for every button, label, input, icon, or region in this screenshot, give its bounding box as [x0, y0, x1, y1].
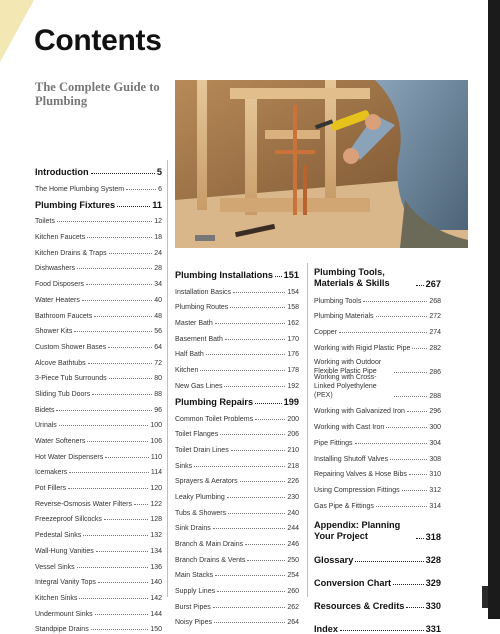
- toc-entry[interactable]: Urinals 100: [35, 422, 162, 430]
- toc-entry[interactable]: Working with Rigid Plastic Pipe 282: [314, 344, 441, 352]
- toc-entry[interactable]: Vessel Sinks 136: [35, 563, 162, 571]
- toc-entry[interactable]: Kitchen Faucets 18: [35, 234, 162, 242]
- toc-entry[interactable]: Installing Shutoff Valves 308: [314, 455, 441, 463]
- toc-entry[interactable]: Supply Lines 260: [175, 588, 299, 596]
- toc-entry[interactable]: Using Compression Fittings 312: [314, 486, 441, 494]
- toc-entry[interactable]: Burst Pipes 262: [175, 603, 299, 611]
- toc-entry[interactable]: Bidets 96: [35, 406, 162, 414]
- toc-section[interactable]: Appendix: Planning Your Project 318: [314, 519, 441, 542]
- toc-entry[interactable]: Sprayers & Aerators 226: [175, 478, 299, 486]
- toc-entry[interactable]: Half Bath 176: [175, 351, 299, 359]
- toc-section[interactable]: Plumbing Tools, Materials & Skills 267: [314, 267, 441, 289]
- toc-section[interactable]: Plumbing Fixtures 11: [35, 199, 162, 210]
- column-divider: [307, 263, 308, 597]
- toc-entry[interactable]: Sink Drains 244: [175, 525, 299, 533]
- toc-section[interactable]: Index 331: [314, 623, 441, 634]
- toc-entry[interactable]: Shower Kits 56: [35, 328, 162, 336]
- book-spine-edge: [488, 0, 500, 619]
- toc-entry[interactable]: The Home Plumbing System 6: [35, 185, 162, 193]
- toc-entry[interactable]: Installation Basics 154: [175, 288, 299, 296]
- toc-section[interactable]: Plumbing Repairs 199: [175, 396, 299, 407]
- toc-entry[interactable]: Freezeproof Sillcocks 128: [35, 516, 162, 524]
- toc-entry[interactable]: Alcove Bathtubs 72: [35, 359, 162, 367]
- toc-entry[interactable]: Toilets 12: [35, 218, 162, 226]
- toc-section[interactable]: Introduction 5: [35, 167, 162, 177]
- toc-entry[interactable]: Copper 274: [314, 329, 441, 337]
- toc-entry[interactable]: Water Heaters 40: [35, 296, 162, 304]
- toc-entry[interactable]: Pipe Fittings 304: [314, 439, 441, 447]
- toc-section[interactable]: Conversion Chart 329: [314, 577, 441, 588]
- plumber-soldering-photo: [175, 80, 468, 248]
- photo-illustration: [175, 80, 468, 248]
- page-tab-marker: [482, 586, 488, 608]
- toc-entry[interactable]: Sinks 218: [175, 462, 299, 470]
- corner-accent: [0, 0, 34, 62]
- toc-entry[interactable]: Water Softeners 106: [35, 438, 162, 445]
- toc-entry[interactable]: Kitchen 178: [175, 367, 299, 375]
- toc-entry[interactable]: Branch Drains & Vents 250: [175, 556, 299, 564]
- toc-entry[interactable]: Kitchen Sinks 142: [35, 594, 162, 602]
- toc-entry[interactable]: Leaky Plumbing 230: [175, 493, 299, 501]
- toc-entry[interactable]: Custom Shower Bases 64: [35, 343, 162, 351]
- toc-entry[interactable]: Basement Bath 170: [175, 335, 299, 343]
- toc-entry[interactable]: Sliding Tub Doors 88: [35, 390, 162, 398]
- toc-entry[interactable]: Working with Cast Iron 300: [314, 424, 441, 432]
- toc-entry[interactable]: Working with Galvanized Iron 296: [314, 408, 441, 416]
- toc-entry[interactable]: Tubs & Showers 240: [175, 509, 299, 517]
- toc-column-1: [35, 160, 162, 633]
- toc-entry[interactable]: Plumbing Materials 272: [314, 313, 441, 321]
- column-divider: [167, 160, 168, 597]
- toc-entry[interactable]: Pot Fillers 120: [35, 485, 162, 493]
- toc-entry[interactable]: Plumbing Tools 268: [314, 297, 441, 305]
- toc-entry[interactable]: Noisy Pipes 264: [175, 619, 299, 627]
- toc-column-2: [175, 263, 299, 626]
- toc-entry[interactable]: Common Toilet Problems 200: [175, 415, 299, 423]
- toc-entry[interactable]: Pedestal Sinks 132: [35, 532, 162, 540]
- toc-entry[interactable]: Plumbing Routes 158: [175, 304, 299, 312]
- toc-entry[interactable]: Toilet Flanges 206: [175, 431, 299, 439]
- toc-entry[interactable]: Working with Cross-Linked Polyethylene (PEX) 288: [314, 373, 441, 400]
- toc-entry[interactable]: Repairing Valves & Hose Bibs 310: [314, 471, 441, 479]
- toc-entry[interactable]: Reverse-Osmosis Water Filters 122: [35, 500, 162, 508]
- toc-entry[interactable]: Icemakers 114: [35, 469, 162, 477]
- toc-entry[interactable]: 3-Piece Tub Surrounds 80: [35, 375, 162, 383]
- toc-entry[interactable]: Toilet Drain Lines 210: [175, 446, 299, 454]
- toc-entry[interactable]: Master Bath 162: [175, 320, 299, 328]
- toc-section[interactable]: Glossary 328: [314, 554, 441, 565]
- toc-entry[interactable]: Branch & Main Drains 246: [175, 541, 299, 548]
- toc-entry[interactable]: New Gas Lines 192: [175, 382, 299, 390]
- toc-entry[interactable]: Working with Outdoor Flexible Plastic Pipe 286: [314, 358, 441, 376]
- toc-entry[interactable]: Integral Vanity Tops 140: [35, 579, 162, 587]
- book-subtitle: The Complete Guide to Plumbing: [35, 80, 160, 108]
- toc-entry[interactable]: Main Stacks 254: [175, 572, 299, 580]
- toc-entry[interactable]: Wall-Hung Vanities 134: [35, 547, 162, 555]
- toc-section[interactable]: Plumbing Installations 151: [175, 270, 299, 280]
- toc-entry[interactable]: Standpipe Drains 150: [35, 626, 162, 634]
- toc-section[interactable]: Resources & Credits 330: [314, 600, 441, 611]
- toc-entry[interactable]: Bathroom Faucets 48: [35, 312, 162, 320]
- page-title: Contents: [34, 24, 162, 57]
- toc-entry[interactable]: Hot Water Dispensers 110: [35, 453, 162, 461]
- toc-entry[interactable]: Dishwashers 28: [35, 265, 162, 273]
- toc-entry[interactable]: Undermount Sinks 144: [35, 610, 162, 618]
- toc-column-3: [314, 263, 441, 634]
- toc-entry[interactable]: Gas Pipe & Fittings 314: [314, 502, 441, 510]
- toc-entry[interactable]: Food Disposers 34: [35, 281, 162, 289]
- toc-entry[interactable]: Kitchen Drains & Traps 24: [35, 249, 162, 257]
